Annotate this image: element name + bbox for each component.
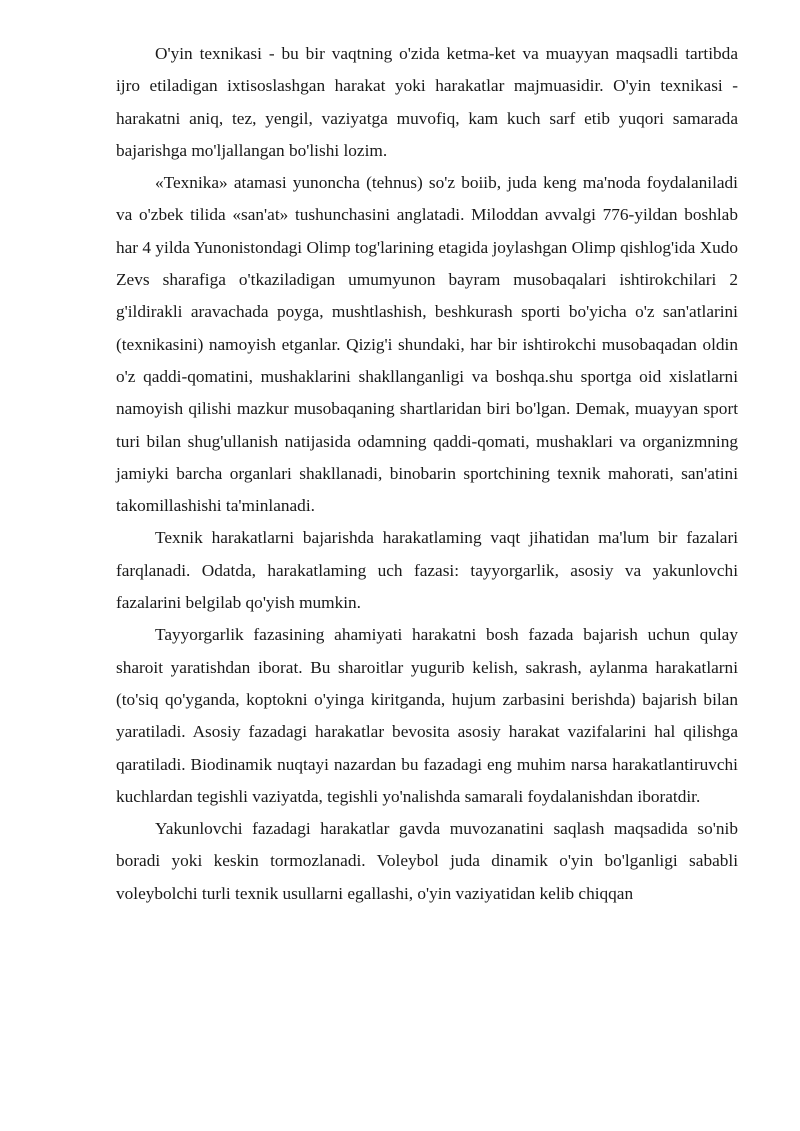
paragraph-movement-phases: Texnik harakatlarni bajarishda harakatlaming vaqt jihatidan ma'lum bir fazalari farqlanadi. Odatda, harakatlaming uch fazasi: tayyorgarlik, asosiy va yakunlovchi fazalarini belgilab qo'yish mumkin. [116,528,738,613]
paragraph-final-phase: Yakunlovchi fazadagi harakatlar gavda muvozanatini saqlash maqsadida so'nib boradi yoki keskin tormozlanadi. Voleybol juda dinamik o'yin bo'lganligi sababli voleybolchi turli texnik usullarni egallashi, o'yin vaziyatidan kelib chiqqan [116,819,738,903]
document-page [116,38,738,910]
paragraph-preparation-phase: Tayyorgarlik fazasining ahamiyati harakatni bosh fazada bajarish uchun qulay sharoit yaratishdan iborat. Bu sharoitlar yugurib kelish, sakrash, aylanma harakatlarni (to'siq qo'yganda, koptokni o'yinga kiritganda, hujum zarbasini berishda) bajarish bilan yaratiladi. Asosiy fazadagi harakatlar bevosita asosiy harakat vazifalarini hal qilishga qaratiladi. Biodinamik nuqtayi nazardan bu fazadagi eng muhim narsa harakatlantiruvchi kuchlardan tegishli vaziyatda, tegishli yo'nalishda samarali foydalanishdan iboratdir. [116,625,738,806]
paragraph-texnika-etymology: «Texnika» atamasi yunoncha (tehnus) so'z boiib, juda keng ma'noda foydalaniladi va o'zbek tilida «san'at» tushunchasini anglatadi. Miloddan avvalgi 776-yildan boshlab har 4 yilda Yunonistondagi Olimp tog'larining etagida joylashgan Olimp qishlog'ida Xudo Zevs sharafiga o'tkaziladigan umumyunon bayram musobaqalari ishtirokchilari 2 g'ildirakli aravachada poyga, mushtlashish, beshkurash sporti bo'yicha o'z san'atlarini (texnikasini) namoyish etganlar. Qizig'i shundaki, har bir ishtirokchi musobaqadan oldin o'z qaddi-qomatini, mushaklarini shakllanganligi va boshqa.shu sportga oid xislatlarni namoyish qilishi mazkur musobaqaning shartlaridan biri bo'lgan. Demak, muayyan sport turi bilan shug'ullanish natijasida odamning qaddi-qomati, mushaklari va organizmning jamiyki barcha organlari shakllanadi, binobarin sportchining texnik mahorati, san'atini takomillashishi ta'minlanadi. [116,173,738,516]
paragraph-technique-definition: O'yin texnikasi - bu bir vaqtning o'zida ketma-ket va muayyan maqsadli tartibda ijro etiladigan ixtisoslashgan harakat yoki harakatlar majmuasidir. O'yin texnikasi - harakatni aniq, tez, yengil, vaziyatga muvofiq, kam kuch sarf etib yuqori samarada bajarishga mo'ljallangan bo'lishi lozim. [116,44,738,160]
